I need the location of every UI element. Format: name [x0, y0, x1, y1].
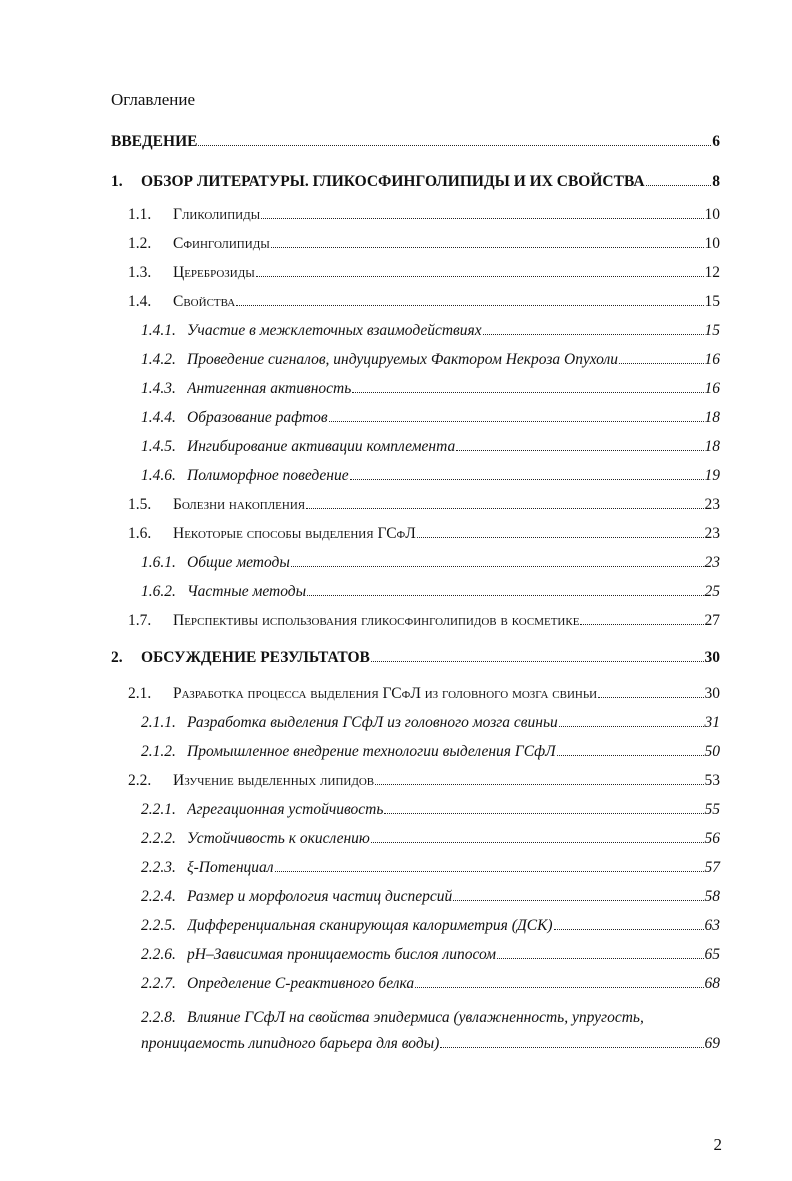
toc-entry-1-4-3[interactable] [141, 378, 720, 400]
toc-entry-page: 6 [712, 133, 720, 150]
toc-entry-text: pH–Зависимая проницаемость бислоя липосом [187, 946, 497, 963]
toc-entry-1-4-5[interactable] [141, 436, 720, 458]
toc-entry-2-2-7[interactable] [141, 973, 720, 995]
toc-entry-number: 2.1. [128, 685, 152, 702]
toc-entry-1-4-1[interactable] [141, 320, 720, 342]
toc-entry-page: 16 [704, 351, 720, 368]
toc-entry-number: 1.4.2. [141, 351, 176, 368]
toc-leader-dots [371, 647, 704, 662]
toc-entry-text: Размер и морфология частиц дисперсий [187, 888, 453, 905]
toc-entry-text: Участие в межклеточных взаимодействиях [187, 322, 482, 339]
toc-leader-dots [375, 770, 703, 785]
toc-entry-text: ОБЗОР ЛИТЕРАТУРЫ. ГЛИКОСФИНГОЛИПИДЫ И ИХ СВОЙСТВА [141, 173, 645, 190]
toc-entry-page: 50 [704, 743, 720, 760]
toc-entry-page: 57 [704, 859, 720, 876]
toc-entry-1-3[interactable] [128, 262, 720, 284]
toc-entry-2-2-3[interactable] [141, 857, 720, 879]
toc-leader-dots [271, 233, 704, 248]
toc-entry-number: 2.2.6. [141, 946, 176, 963]
toc-leader-dots [256, 262, 704, 277]
toc-entry-1-5[interactable] [128, 494, 720, 516]
toc-entry-page: 69 [704, 1035, 720, 1052]
toc-entry-1-4-6[interactable] [141, 465, 720, 487]
toc-entry-number: 2.1.2. [141, 743, 176, 760]
toc-entry-page: 23 [704, 496, 720, 513]
toc-entry-number: 1.4.3. [141, 380, 176, 397]
toc-entry-number: 2.1.1. [141, 714, 176, 731]
toc-entry-page: 30 [704, 685, 720, 702]
toc-entry-2-1-1[interactable] [141, 712, 720, 734]
toc-entry-2-1[interactable] [128, 683, 720, 705]
toc-entry-number: 1.1. [128, 206, 152, 223]
toc-entry-text: Некоторые способы выделения ГСфЛ [173, 525, 416, 542]
toc-leader-dots [307, 581, 703, 596]
toc-entry-page: 56 [704, 830, 720, 847]
toc-entry-1-1[interactable] [128, 204, 720, 226]
toc-entry-1-7[interactable] [128, 610, 720, 632]
toc-entry-number: 1.6. [128, 525, 152, 542]
toc-entry-text: Агрегационная устойчивость [187, 801, 384, 818]
toc-entry-2-2-1[interactable] [141, 799, 720, 821]
toc-leader-dots [580, 610, 703, 625]
toc-entry-page: 63 [704, 917, 720, 934]
toc-entry-text: Свойства [173, 293, 236, 310]
toc-entry-1-6-1[interactable] [141, 552, 720, 574]
toc-leader-dots [384, 799, 703, 814]
page-number: 2 [713, 1135, 722, 1154]
toc-entry-number: 2.2. [128, 772, 152, 789]
toc-entry-page: 30 [704, 649, 720, 666]
toc-leader-dots [483, 320, 704, 335]
toc-title: Оглавление [111, 90, 195, 109]
toc-leader-dots [497, 944, 703, 959]
toc-entry-text: Влияние ГСфЛ на свойства эпидермиса (увлажненность, упругость, [187, 1009, 644, 1026]
toc-entry-number: 1.4.5. [141, 438, 176, 455]
toc-entry-number: 2.2.8. [141, 1009, 176, 1026]
toc-leader-dots [559, 712, 704, 727]
toc-entry-number: 2.2.7. [141, 975, 176, 992]
toc-leader-dots [371, 828, 704, 843]
toc-entry-text: Ингибирование активации комплемента [187, 438, 456, 455]
toc-entry-1-6-2[interactable] [141, 581, 720, 603]
toc-entry-2-2-2[interactable] [141, 828, 720, 850]
toc-entry-number: 1.3. [128, 264, 152, 281]
toc-entry-number: 1.4.6. [141, 467, 176, 484]
toc-leader-dots [236, 291, 703, 306]
toc-entry-text: Антигенная активность [187, 380, 352, 397]
toc-entry-2-2-4[interactable] [141, 886, 720, 908]
toc-leader-dots [619, 349, 704, 364]
toc-entry-2-2-8-line1[interactable] [141, 1009, 644, 1027]
toc-entry-number: 2.2.5. [141, 917, 176, 934]
toc-entry-page: 8 [712, 173, 720, 190]
toc-entry-page: 27 [704, 612, 720, 629]
toc-entry-2-1-2[interactable] [141, 741, 720, 763]
toc-leader-dots [261, 204, 703, 219]
toc-entry-1-6[interactable] [128, 523, 720, 545]
toc-entry-page: 31 [704, 714, 720, 731]
toc-entry-page: 12 [704, 264, 720, 281]
toc-entry-text: Сфинголипиды [173, 235, 270, 252]
toc-leader-dots [456, 436, 703, 451]
toc-leader-dots [554, 915, 704, 930]
toc-entry-text: ВВЕДЕНИЕ [111, 133, 198, 150]
toc-entry-number: 1. [111, 173, 123, 190]
toc-entry-text: Промышленное внедрение технологии выделения ГСфЛ [187, 743, 556, 760]
toc-entry-text: Болезни накопления [173, 496, 306, 513]
toc-entry-page: 18 [704, 409, 720, 426]
toc-entry-page: 18 [704, 438, 720, 455]
toc-entry-number: 2. [111, 649, 123, 666]
toc-entry-text: Общие методы [187, 554, 290, 571]
toc-leader-dots [415, 973, 703, 988]
toc-entry-number: 1.7. [128, 612, 152, 629]
toc-entry-2-2-6[interactable] [141, 944, 720, 966]
toc-entry-text: проницаемость липидного барьера для воды) [141, 1035, 440, 1052]
toc-entry-number: 1.5. [128, 496, 152, 513]
toc-entry-chapter-2[interactable] [111, 647, 720, 669]
toc-leader-dots [417, 523, 704, 538]
toc-entry-text: Цереброзиды [173, 264, 255, 281]
toc-leader-dots [557, 741, 704, 756]
toc-entry-text: ОБСУЖДЕНИЕ РЕЗУЛЬТАТОВ [141, 649, 370, 666]
toc-entry-number: 2.2.1. [141, 801, 176, 818]
toc-leader-dots [352, 378, 703, 393]
toc-entry-1-4-4[interactable] [141, 407, 720, 429]
toc-entry-page: 23 [704, 525, 720, 542]
toc-leader-dots [198, 131, 711, 146]
toc-entry-chapter-1[interactable] [111, 171, 720, 193]
toc-entry-page: 58 [704, 888, 720, 905]
toc-entry-text: Полиморфное поведение [187, 467, 349, 484]
toc-entry-text: Образование рафтов [187, 409, 328, 426]
toc-entry-page: 65 [704, 946, 720, 963]
toc-entry-page: 19 [704, 467, 720, 484]
toc-entry-text: Определение C-реактивного белка [187, 975, 415, 992]
toc-entry-page: 16 [704, 380, 720, 397]
toc-leader-dots [329, 407, 704, 422]
toc-entry-1-2[interactable] [128, 233, 720, 255]
toc-entry-number: 1.4.4. [141, 409, 176, 426]
toc-leader-dots [646, 171, 712, 186]
toc-entry-text: Проведение сигналов, индуцируемых Фактором Некроза Опухоли [187, 351, 618, 368]
toc-entry-page: 15 [704, 293, 720, 310]
toc-entry-text: Изучение выделенных липидов [173, 772, 375, 789]
toc-entry-page: 10 [704, 206, 720, 223]
toc-entry-number: 2.2.3. [141, 859, 176, 876]
toc-entry-number: 1.2. [128, 235, 152, 252]
toc-leader-dots [350, 465, 704, 480]
toc-entry-text: Перспективы использования гликосфинголипидов в косметике [173, 612, 580, 629]
toc-entry-text: Разработка выделения ГСфЛ из головного мозга свиньи [187, 714, 558, 731]
toc-entry-text: Дифференциальная сканирующая калориметрия (ДСК) [187, 917, 553, 934]
toc-entry-number: 2.2.2. [141, 830, 176, 847]
toc-entry-number: 1.4.1. [141, 322, 176, 339]
toc-entry-number: 1.6.2. [141, 583, 176, 600]
toc-leader-dots [275, 857, 704, 872]
toc-entry-number: 1.6.1. [141, 554, 176, 571]
toc-entry-2-2[interactable] [128, 770, 720, 792]
toc-entry-2-2-5[interactable] [141, 915, 720, 937]
toc-entry-2-2-8-line2[interactable] [141, 1033, 720, 1055]
toc-entry-page: 10 [704, 235, 720, 252]
toc-entry-text: Частные методы [187, 583, 307, 600]
toc-entry-text: Разработка процесса выделения ГСфЛ из головного мозга свиньи [173, 685, 598, 702]
toc-leader-dots [291, 552, 704, 567]
toc-entry-page: 23 [704, 554, 720, 571]
toc-entry-text: ξ-Потенциал [187, 859, 274, 876]
toc-entry-text: Гликолипиды [173, 206, 261, 223]
toc-entry-page: 53 [704, 772, 720, 789]
toc-entry-page: 68 [704, 975, 720, 992]
toc-entry-1-4[interactable] [128, 291, 720, 313]
toc-entry-page: 25 [704, 583, 720, 600]
toc-entry-text: Устойчивость к окислению [187, 830, 370, 847]
toc-leader-dots [598, 683, 703, 698]
toc-entry-page: 55 [704, 801, 720, 818]
toc-leader-dots [453, 886, 703, 901]
toc-entry-number: 2.2.4. [141, 888, 176, 905]
toc-leader-dots [440, 1033, 703, 1048]
toc-entry-page: 15 [704, 322, 720, 339]
toc-leader-dots [306, 494, 703, 509]
toc-entry-1-4-2[interactable] [141, 349, 720, 371]
toc-entry-number: 1.4. [128, 293, 152, 310]
toc-entry-introduction[interactable] [111, 131, 720, 153]
